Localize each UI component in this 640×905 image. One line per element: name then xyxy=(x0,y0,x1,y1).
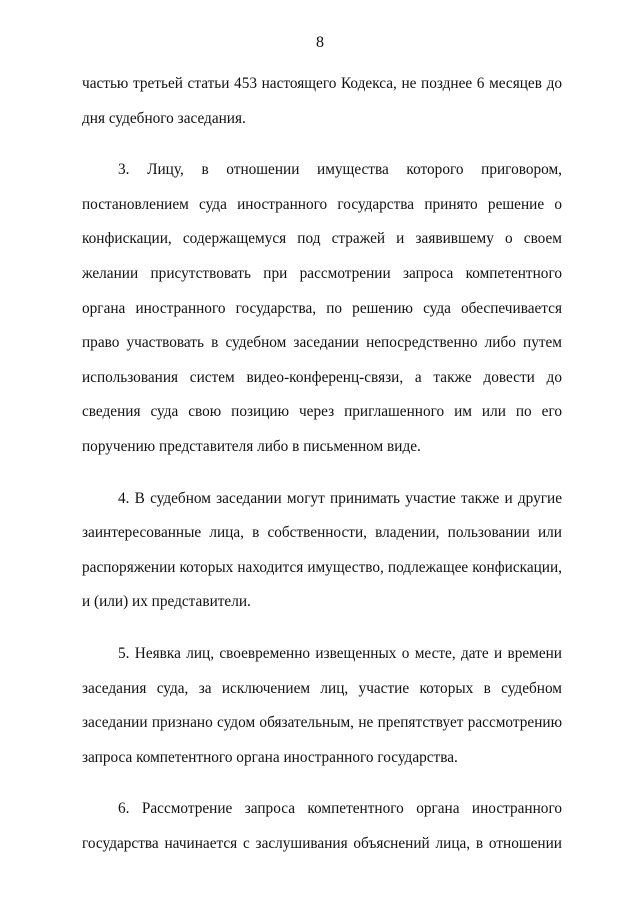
paragraph-6: 6. Рассмотрение запроса компетентного органа иностранного государства начинается с заслушивания объяснений лица, в отношении xyxy=(82,800,562,852)
paragraph-3: 3. Лицу, в отношении имущества которого приговором, постановлением суда иностранного государства принято решение о конфискации, содержащемуся под стражей и заявившему о своем желании присутствовать при рассмотрении запроса компетентного органа иностранного государства, по решению суда обеспечивается право участвовать в судебном заседании непосредственно либо путем использования систем видео-конференц-связи, а также довести до сведения суда свою позицию через приглашенного им или по его поручению представителя либо в письменном виде. xyxy=(82,161,562,455)
page-number: 8 xyxy=(316,34,324,51)
paragraph-5: 5. Неявка лиц, своевременно извещенных о месте, дате и времени заседания суда, за исключением лиц, участие которых в судебном заседании признано судом обязательным, не препятствует рассмотрению запроса компетентного органа иностранного государства. xyxy=(82,644,562,766)
paragraph-4: 4. В судебном заседании могут принимать участие также и другие заинтересованные лица, в собственности, владении, пользовании или распоряжении которых находится имущество, подлежащее конфискации, и (или) их представители. xyxy=(82,489,562,611)
document-body xyxy=(82,67,562,861)
paragraph-continuation: частью третьей статьи 453 настоящего Кодекса, не позднее 6 месяцев до дня судебного заседания. xyxy=(82,75,562,127)
